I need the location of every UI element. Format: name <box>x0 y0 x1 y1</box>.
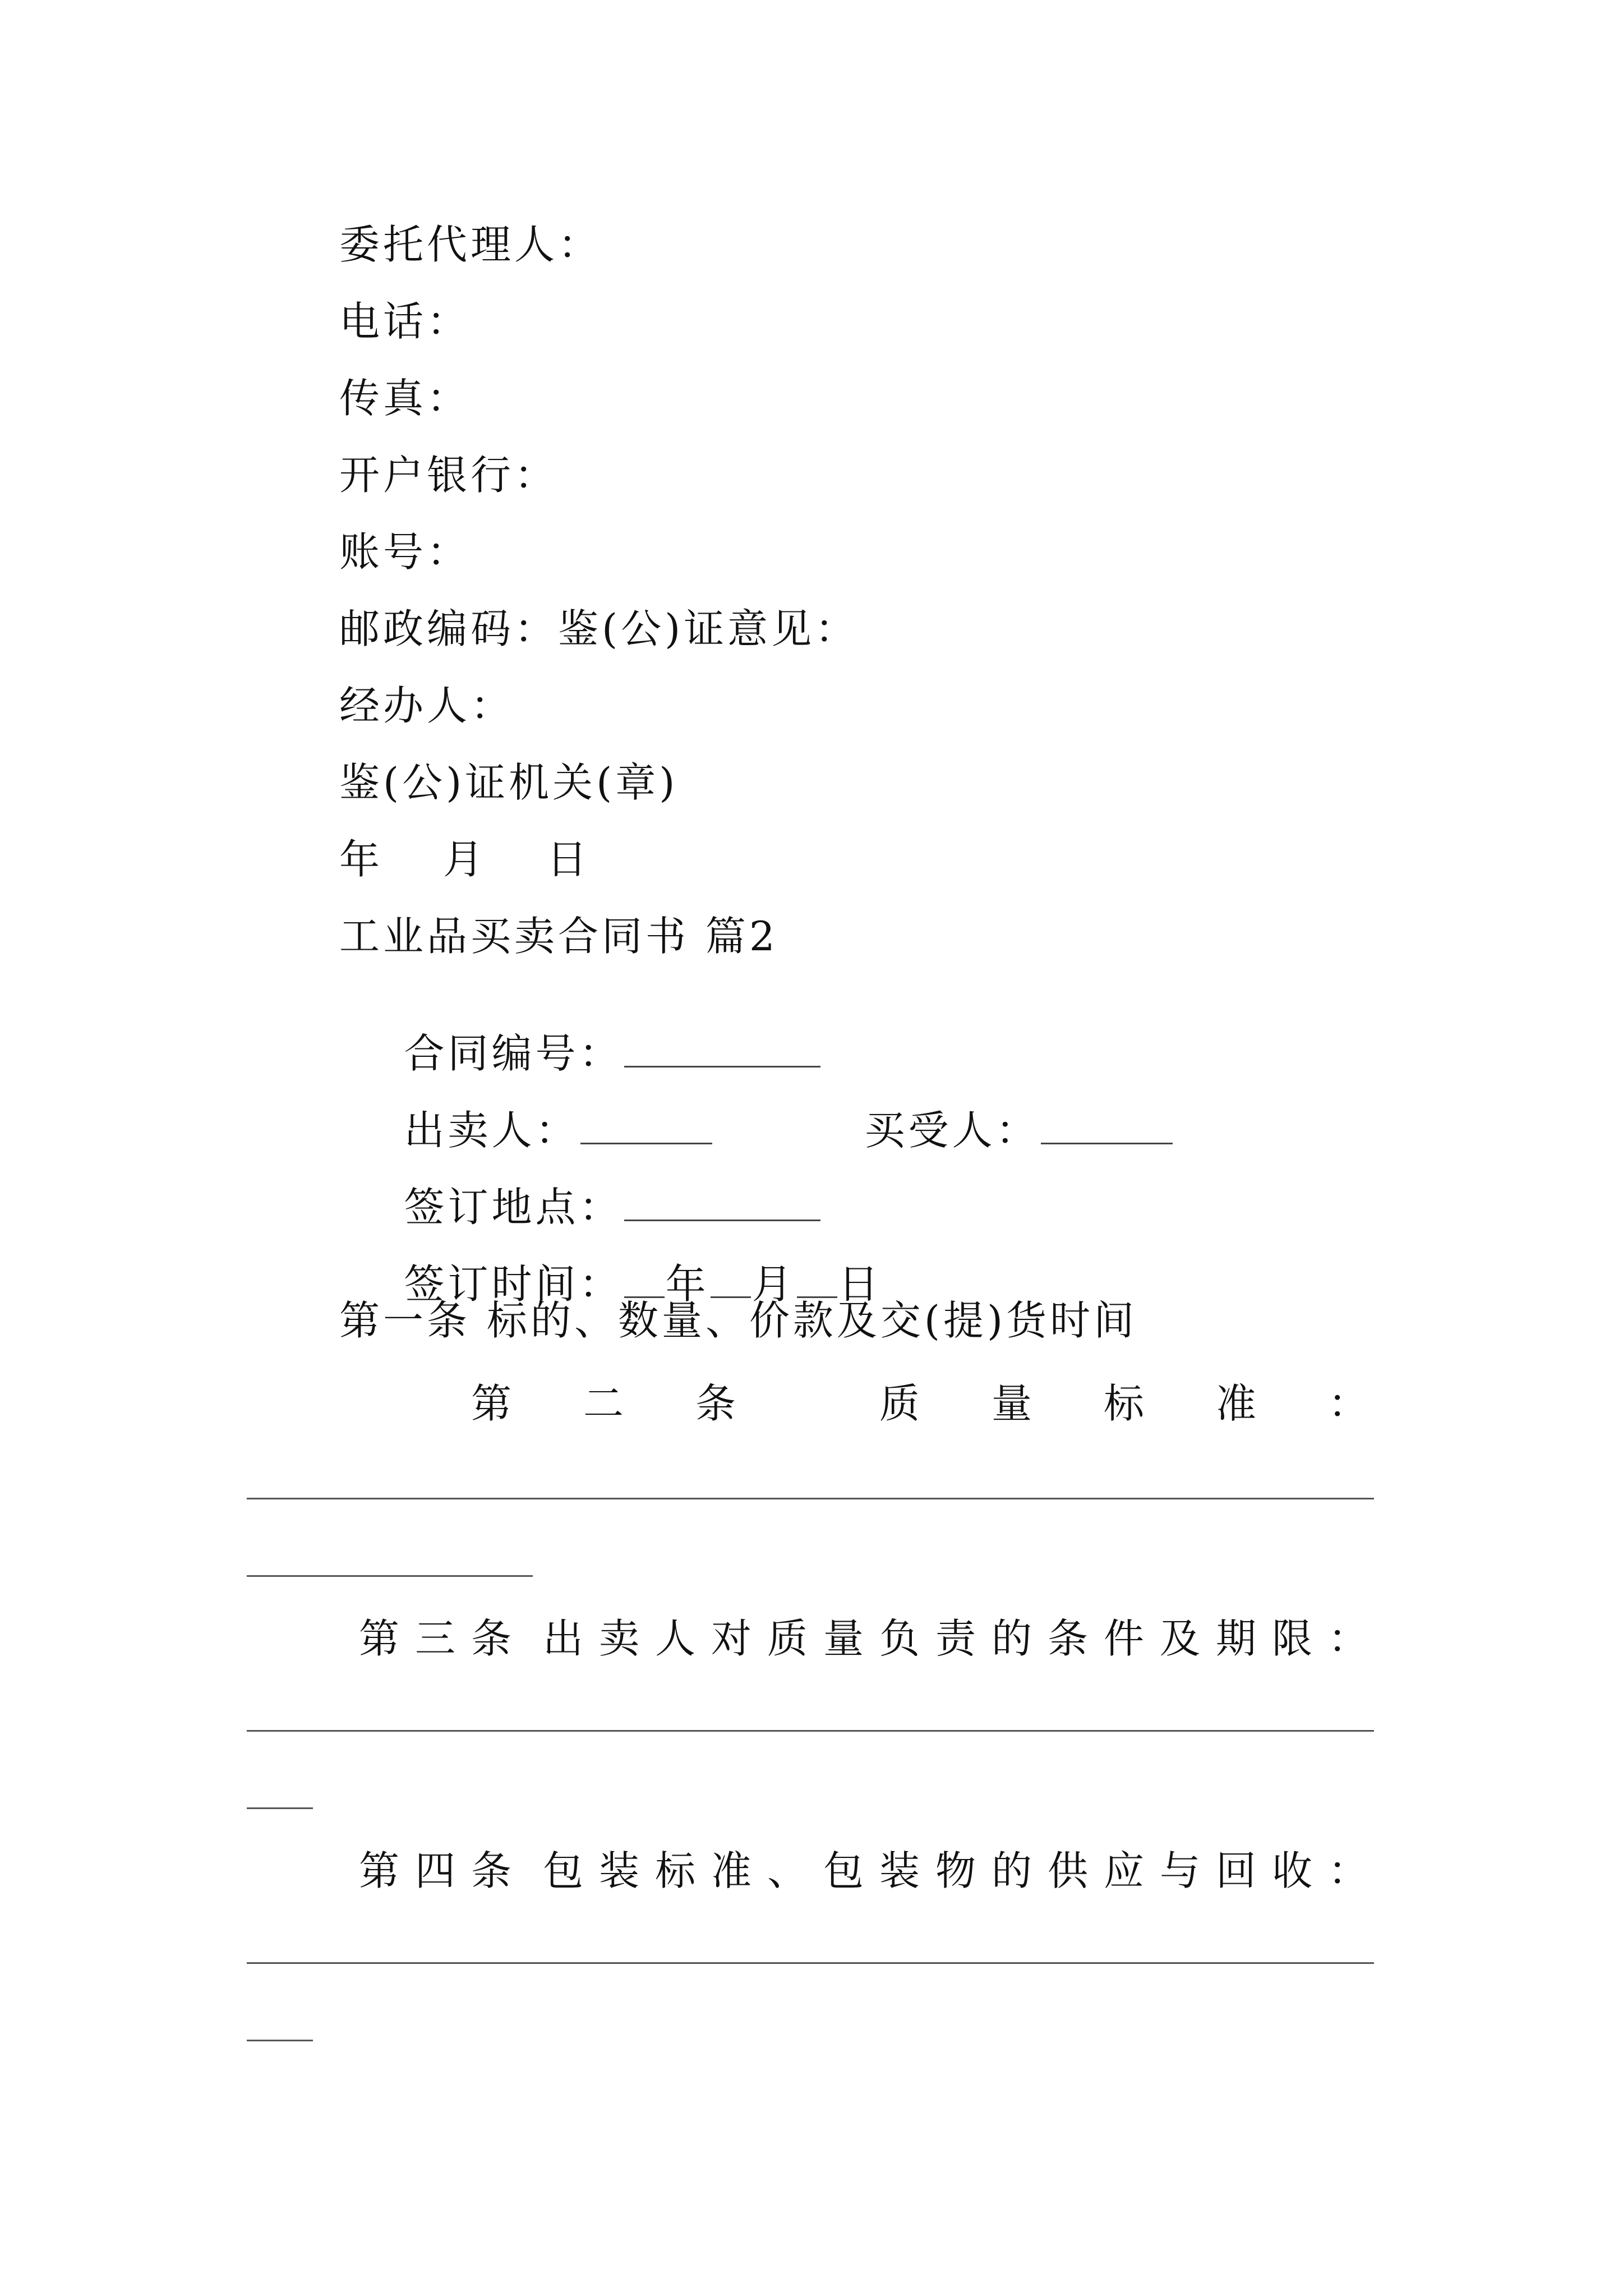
article-2-char: 条 <box>695 1380 736 1427</box>
sign-place-blank <box>624 1187 820 1221</box>
buyer-label: 买受人： <box>864 1107 1040 1154</box>
article-3-char: 人 <box>654 1615 695 1662</box>
sign-place-label: 签订地点： <box>404 1184 623 1231</box>
article-3-char: 对 <box>711 1615 751 1662</box>
bank-line: 开户银行： <box>339 452 559 499</box>
article-4-char: 收 <box>1271 1847 1312 1894</box>
article-3-char: 出 <box>542 1615 583 1662</box>
article-3-char: 期 <box>1215 1615 1256 1662</box>
article-4-char: 物 <box>935 1847 976 1894</box>
article-3-char: 条 <box>471 1615 512 1662</box>
contract-number-label: 合同编号： <box>404 1030 623 1077</box>
article-1: 第一条 标的、数量、价款及交(提)货时间 <box>339 1297 1138 1344</box>
article-3 <box>359 1615 1368 1662</box>
article-4-char: 包 <box>823 1847 864 1894</box>
article-3-char: 量 <box>823 1615 864 1662</box>
article-4-char: 的 <box>991 1847 1032 1894</box>
article-3-char: 限 <box>1271 1615 1312 1662</box>
article-2-char: 质 <box>879 1380 920 1427</box>
account-line: 账号： <box>339 528 471 576</box>
article-4-fill-line <box>247 1962 1374 1964</box>
article-3-char: 第 <box>359 1615 400 1662</box>
article-4-char: 装 <box>598 1847 639 1894</box>
article-3-char: 及 <box>1159 1615 1200 1662</box>
article-4-char: ： <box>1327 1847 1368 1894</box>
article-3-char: 质 <box>767 1615 808 1662</box>
article-4-char: 第 <box>359 1847 400 1894</box>
postal-line: 邮政编码：鉴(公)证意见： <box>339 605 859 652</box>
article-4-char: 应 <box>1103 1847 1144 1894</box>
article-3-char: 的 <box>991 1615 1032 1662</box>
contract-title: 工业品买卖合同书 篇2 <box>339 913 778 960</box>
article-4-char: 装 <box>879 1847 920 1894</box>
fax-line: 传真： <box>339 375 471 422</box>
article-4-char: 条 <box>471 1847 512 1894</box>
article-3-char: 责 <box>935 1615 976 1662</box>
article-3-char: 三 <box>415 1615 456 1662</box>
article-3-char: 卖 <box>598 1615 639 1662</box>
article-4-char: 、 <box>767 1847 808 1894</box>
seller-blank <box>580 1110 712 1144</box>
article-4-char: 回 <box>1215 1847 1256 1894</box>
article-3-char: ： <box>1327 1615 1368 1662</box>
agent-line: 委托代理人： <box>339 221 602 268</box>
article-4-char: 标 <box>654 1847 695 1894</box>
article-4-fill-line-end <box>247 2040 313 2041</box>
article-2-fill-line <box>247 1498 1374 1499</box>
article-4-char: 四 <box>415 1847 456 1894</box>
sign-time-year: 年 <box>665 1260 709 1308</box>
article-2-char: ： <box>1327 1380 1368 1427</box>
sign-time-day: 日 <box>838 1260 882 1308</box>
article-2-char: 准 <box>1215 1380 1256 1427</box>
article-4-char: 准 <box>711 1847 751 1894</box>
article-2-fill-line-end <box>247 1575 533 1577</box>
sign-time-month: 月 <box>751 1260 796 1308</box>
month-blank <box>711 1264 751 1298</box>
handler-line: 经办人： <box>339 682 515 729</box>
buyer-blank <box>1041 1110 1173 1144</box>
notary-seal-line: 鉴(公)证机关(章) <box>339 759 679 806</box>
sign-time-label: 签订时间： <box>404 1260 623 1308</box>
article-4-char: 供 <box>1047 1847 1088 1894</box>
article-4-char: 包 <box>542 1847 583 1894</box>
day-blank <box>797 1264 837 1298</box>
article-3-char: 件 <box>1103 1615 1144 1662</box>
article-2-char: 量 <box>991 1380 1032 1427</box>
phone-line: 电话： <box>339 298 471 345</box>
date-line: 年 月 日 <box>339 836 591 883</box>
article-4 <box>359 1847 1368 1894</box>
article-3-fill-line <box>247 1730 1374 1732</box>
article-2 <box>471 1380 1368 1427</box>
article-3-fill-line-end <box>247 1807 313 1809</box>
year-blank <box>624 1264 665 1298</box>
contract-number-blank <box>624 1033 820 1068</box>
article-4-char: 与 <box>1159 1847 1200 1894</box>
article-2-char: 二 <box>583 1380 624 1427</box>
article-3-char: 条 <box>1047 1615 1088 1662</box>
article-2-char: 标 <box>1103 1380 1144 1427</box>
seller-label: 出卖人： <box>404 1107 579 1154</box>
article-2-char: 第 <box>471 1380 512 1427</box>
article-3-char: 负 <box>879 1615 920 1662</box>
